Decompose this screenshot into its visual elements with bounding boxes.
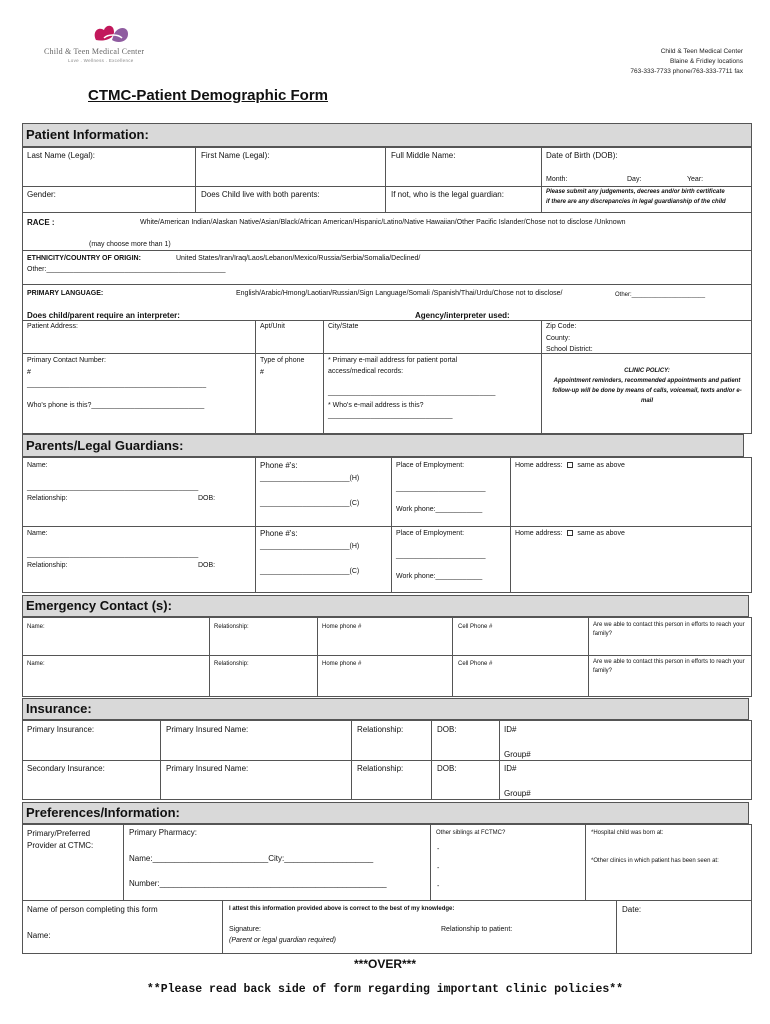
section-insurance: Insurance:: [22, 698, 749, 720]
other-clinics-label[interactable]: *Other clinics in which patient has been seen at:: [591, 858, 719, 864]
dob-day[interactable]: Day:: [627, 176, 642, 183]
emergency1-cell-phone-label[interactable]: Cell Phone #: [458, 624, 493, 630]
guardian2-employment-line[interactable]: _______________________: [396, 552, 486, 559]
person-completing-label: Name of person completing this form: [27, 905, 158, 914]
clinic-policy-text: Appointment reminders, recommended appointments and patient follow-up will be done by means of calls, voicemail, texts and/or e-mail: [552, 378, 742, 404]
checkbox-icon[interactable]: [567, 462, 573, 468]
primary-insurance-group[interactable]: Group#: [504, 750, 531, 759]
language-label: PRIMARY LANGUAGE:: [27, 290, 104, 297]
sibling-entry-2[interactable]: -: [437, 865, 440, 872]
hospital-born-label[interactable]: *Hospital child was born at:: [591, 830, 664, 836]
clinic-phones: 763-333-7733 phone/763-333-7711 fax: [630, 68, 743, 75]
guardian1-dob-label[interactable]: DOB:: [198, 495, 216, 502]
logo-name: Child & Teen Medical Center: [44, 47, 145, 56]
footer-note: **Please read back side of form regarding important clinic policies**: [146, 983, 624, 996]
preferences-box: [22, 824, 752, 954]
primary-contact-label[interactable]: Primary Contact Number:: [27, 357, 106, 364]
section-patient-information: Patient Information:: [22, 123, 752, 147]
email-label-1: * Primary e-mail address for patient portal: [328, 357, 458, 364]
emergency1-name-label[interactable]: Name:: [27, 624, 45, 630]
date-label[interactable]: Date:: [622, 905, 642, 914]
guardian1-employment-label: Place of Employment:: [396, 462, 465, 469]
race-label: RACE :: [27, 218, 55, 227]
race-options[interactable]: White/American Indian/Alaskan Native/Asian/Black/African American/Hispanic/Latino/Native Hawaiian/Other Pacific Islander/Chose not to disclose /Unknown: [140, 219, 626, 226]
primary-insurance-label[interactable]: Primary Insurance:: [27, 725, 95, 734]
guardian2-home-phone[interactable]: _______________________(H): [260, 543, 360, 550]
emergency2-relationship-label[interactable]: Relationship:: [214, 661, 249, 667]
emergency1-relationship-label[interactable]: Relationship:: [214, 624, 249, 630]
pharmacy-name-city[interactable]: Name:__________________________City:____________________: [129, 854, 374, 863]
custody-note-1: Please submit any judgements, decrees and/or birth certificate: [546, 189, 725, 195]
guardian2-relationship-label[interactable]: Relationship:: [27, 562, 68, 569]
emergency2-contact-question[interactable]: Are we able to contact this person in efforts to reach your family?: [593, 659, 745, 674]
form-title: CTMC-Patient Demographic Form: [88, 87, 329, 104]
zip-label[interactable]: Zip Code:: [546, 323, 577, 330]
email-input-line[interactable]: ___________________________________________: [328, 389, 496, 396]
ethnicity-other[interactable]: Other:______________________________________________: [27, 266, 226, 273]
emergency2-name-label[interactable]: Name:: [27, 661, 45, 667]
whos-email-line[interactable]: ________________________________: [328, 412, 453, 419]
checkbox-icon[interactable]: [567, 530, 573, 536]
guardian1-relationship-label[interactable]: Relationship:: [27, 495, 68, 502]
secondary-insured-name-label[interactable]: Primary Insured Name:: [166, 764, 249, 773]
emergency1-home-phone-label[interactable]: Home phone #: [322, 624, 362, 630]
dob-month[interactable]: Month:: [546, 176, 568, 183]
guardian2-name-label[interactable]: Name:: [27, 530, 48, 537]
custody-note-2: if there are any discrepancies in legal guardianship of the child: [546, 199, 726, 205]
ethnicity-label: ETHNICITY/COUNTRY OF ORIGIN:: [27, 255, 141, 262]
completing-name-label[interactable]: Name:: [27, 931, 51, 940]
apt-label[interactable]: Apt/Unit: [260, 323, 285, 330]
clinic-locations: Blaine & Fridley locations: [670, 58, 743, 65]
secondary-insurance-id[interactable]: ID#: [504, 764, 517, 773]
secondary-insurance-label[interactable]: Secondary Insurance:: [27, 764, 105, 773]
relationship-to-patient-label[interactable]: Relationship to patient:: [441, 926, 513, 933]
signature-label[interactable]: Signature:: [229, 926, 261, 933]
guardian2-employment-label: Place of Employment:: [396, 530, 465, 537]
logo-tagline: Love . Wellness . Excellence: [68, 58, 134, 63]
guardian2-phones-label: Phone #'s:: [260, 529, 298, 538]
guardian2-home-address: [515, 529, 625, 539]
guardian2-same-as-above[interactable]: same as above: [577, 530, 625, 537]
guardian1-cell-phone[interactable]: _______________________(C): [260, 500, 360, 507]
guardian1-same-as-above[interactable]: same as above: [577, 462, 625, 469]
guardian2-name-line[interactable]: ____________________________________________: [27, 551, 199, 558]
gender-label[interactable]: Gender:: [27, 190, 56, 199]
primary-contact-line[interactable]: ______________________________________________: [27, 381, 207, 388]
sibling-entry-1[interactable]: -: [437, 846, 440, 853]
sibling-entry-3[interactable]: -: [437, 883, 440, 890]
section-preferences: Preferences/Information:: [22, 802, 749, 824]
language-options[interactable]: English/Arabic/Hmong/Laotian/Russian/Sign Language/Somali /Spanish/Thai/Urdu/Chose not to disclose/: [236, 290, 563, 297]
dob-label[interactable]: Date of Birth (DOB):: [546, 151, 618, 160]
school-district-label[interactable]: School District:: [546, 346, 593, 353]
clinic-policy-title: CLINIC POLICY:: [624, 368, 670, 374]
guardian1-home-address-label: Home address:: [515, 462, 563, 469]
phone-type-label[interactable]: Type of phone: [260, 357, 305, 364]
secondary-insurance-relationship[interactable]: Relationship:: [357, 764, 404, 773]
lives-both-label[interactable]: Does Child live with both parents:: [201, 190, 320, 199]
whos-email-label[interactable]: * Who's e-mail address is this?: [328, 402, 424, 409]
attestation-text: I attest this information provided above is correct to the best of my knowledge:: [229, 906, 455, 912]
primary-contact-hash: #: [27, 369, 31, 376]
siblings-label[interactable]: Other siblings at FCTMC?: [436, 830, 506, 836]
guardian1-employment-line[interactable]: _______________________: [396, 485, 486, 492]
section-guardians: Parents/Legal Guardians:: [22, 434, 744, 457]
guardian1-name-label[interactable]: Name:: [27, 462, 48, 469]
first-name-label[interactable]: First Name (Legal):: [201, 151, 270, 160]
guardian2-work-phone[interactable]: Work phone:____________: [396, 573, 483, 580]
dob-year[interactable]: Year:: [687, 176, 704, 183]
secondary-insurance-dob[interactable]: DOB:: [437, 764, 457, 773]
language-other[interactable]: Other:______________________: [615, 292, 706, 298]
pharmacy-label: Primary Pharmacy:: [129, 828, 198, 837]
signature-note: (Parent or legal guardian required): [229, 937, 337, 944]
emergency1-contact-question[interactable]: Are we able to contact this person in efforts to reach your family?: [593, 622, 745, 637]
emergency2-home-phone-label[interactable]: Home phone #: [322, 661, 362, 667]
guardian1-home-phone[interactable]: _______________________(H): [260, 475, 360, 482]
clinic-logo: [40, 22, 190, 67]
last-name-label[interactable]: Last Name (Legal):: [27, 151, 96, 160]
primary-insurance-dob[interactable]: DOB:: [437, 725, 457, 734]
address-label[interactable]: Patient Address:: [27, 323, 78, 330]
guardian2-dob-label[interactable]: DOB:: [198, 562, 216, 569]
race-note: (may choose more than 1): [89, 241, 171, 248]
preferred-provider-label[interactable]: Primary/Preferred Provider at CTMC:: [27, 829, 94, 850]
secondary-insurance-group[interactable]: Group#: [504, 789, 531, 798]
city-state-label[interactable]: City/State: [328, 323, 359, 330]
agency-label[interactable]: Agency/interpreter used:: [415, 311, 510, 320]
guardian1-name-line[interactable]: ____________________________________________: [27, 484, 199, 491]
guardians-box: [22, 457, 752, 593]
guardian1-phones-label: Phone #'s:: [260, 461, 298, 470]
county-label[interactable]: County:: [546, 335, 571, 342]
guardian2-home-address-label: Home address:: [515, 530, 563, 537]
section-emergency-contact: Emergency Contact (s):: [22, 595, 749, 617]
guardian2-cell-phone[interactable]: _______________________(C): [260, 568, 360, 575]
legal-guardian-label[interactable]: If not, who is the legal guardian:: [391, 190, 504, 199]
ethnicity-options[interactable]: United States/Iran/Iraq/Laos/Lebanon/Mexico/Russia/Serbia/Somalia/Declined/: [176, 255, 421, 262]
emergency2-cell-phone-label[interactable]: Cell Phone #: [458, 661, 493, 667]
pharmacy-number[interactable]: Number:___________________________________________________: [129, 879, 387, 888]
interpreter-label[interactable]: Does child/parent require an interpreter:: [27, 311, 180, 320]
clinic-name: Child & Teen Medical Center: [660, 48, 743, 55]
email-label-2: access/medical records:: [328, 368, 404, 375]
guardian1-work-phone[interactable]: Work phone:____________: [396, 506, 483, 513]
clinic-contact-info: [630, 47, 743, 77]
phone-type-hash: #: [260, 369, 264, 376]
middle-name-label[interactable]: Full Middle Name:: [391, 151, 456, 160]
primary-insured-name-label[interactable]: Primary Insured Name:: [166, 725, 249, 734]
whos-phone-label[interactable]: Who's phone is this?_____________________________: [27, 402, 205, 409]
primary-insurance-relationship[interactable]: Relationship:: [357, 725, 404, 734]
over-indicator: ***OVER***: [353, 957, 417, 971]
guardian1-home-address: [515, 461, 625, 471]
primary-insurance-id[interactable]: ID#: [504, 725, 517, 734]
logo-icon: [84, 22, 144, 48]
